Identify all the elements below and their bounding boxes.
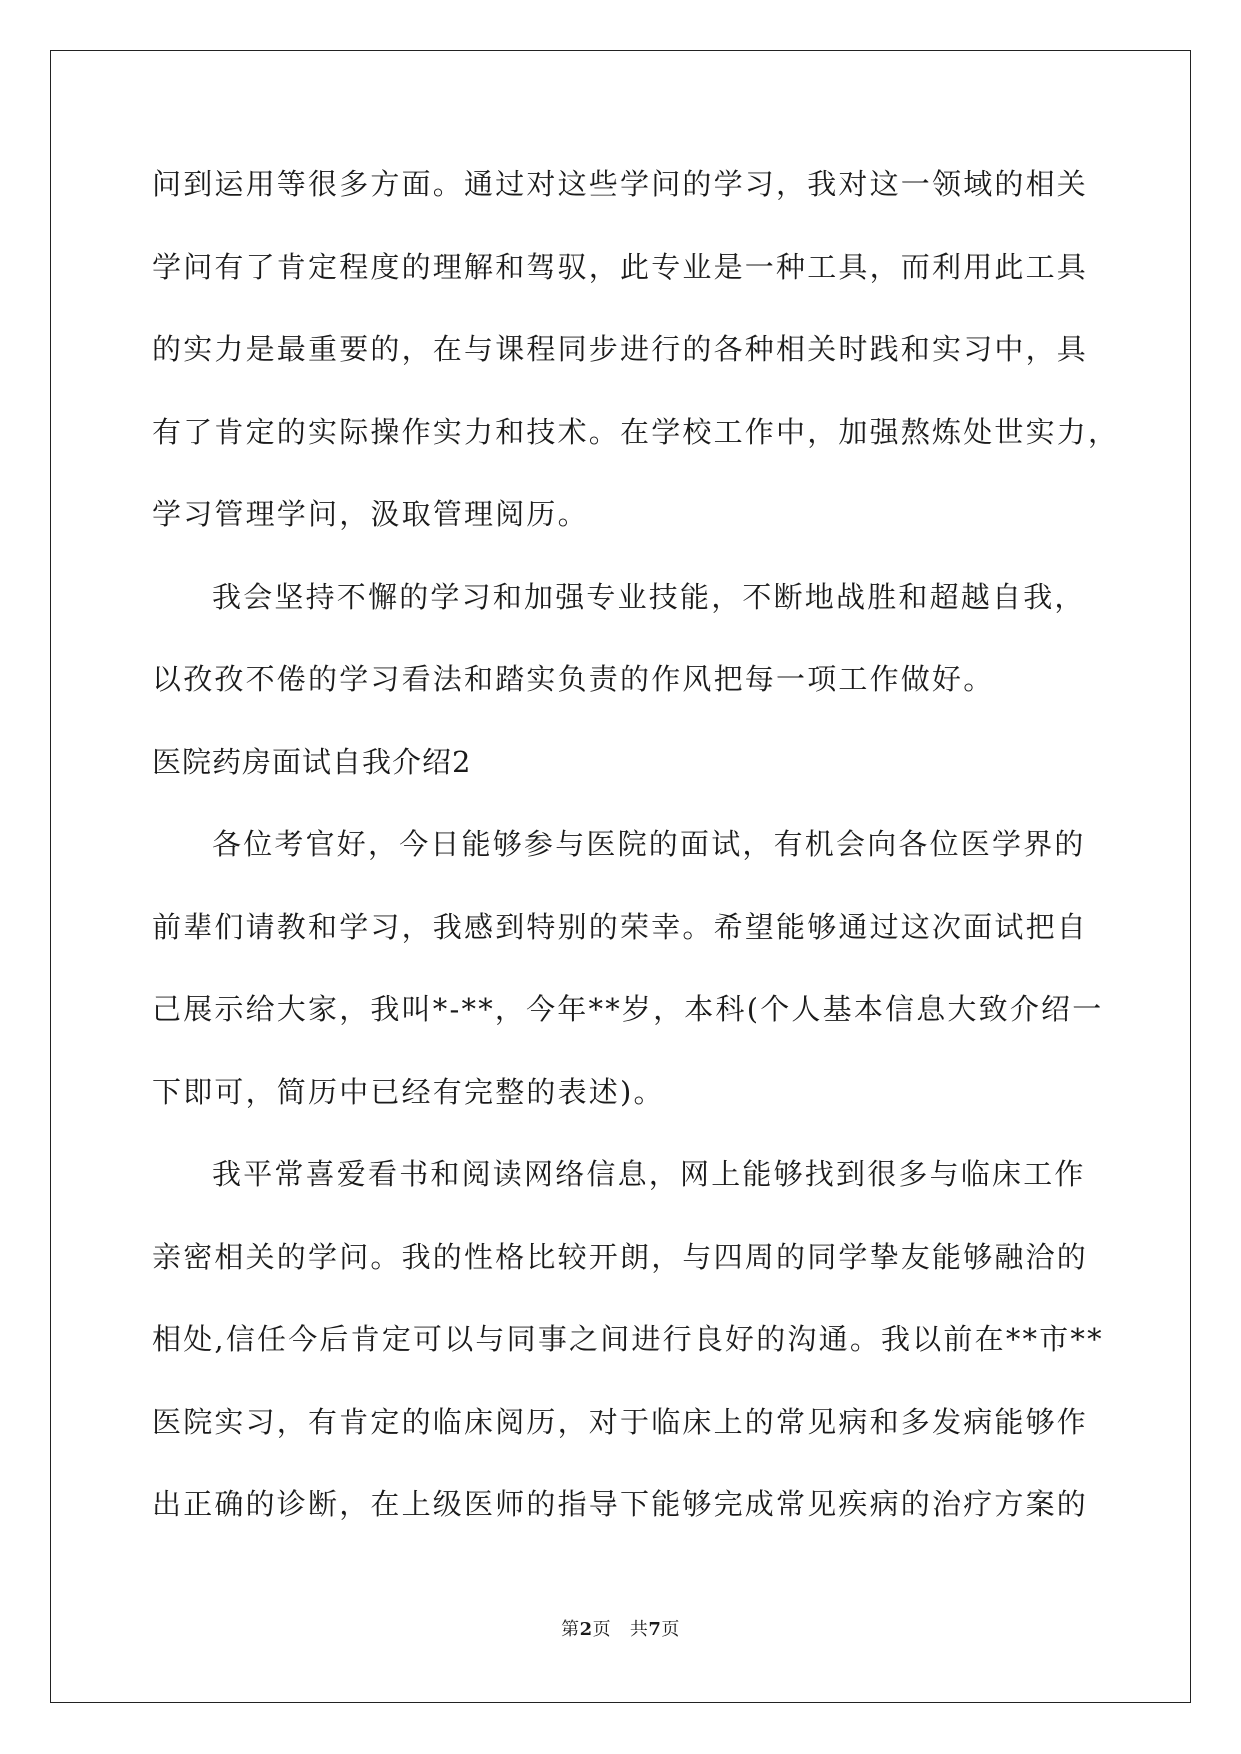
text-line: 的实力是最重要的，在与课程同步进行的各种相关时践和实习中，具 <box>152 332 1089 366</box>
paragraph-first-line: 我平常喜爱看书和阅读网络信息，网上能够找到很多与临床工作 <box>212 1157 1086 1191</box>
text-line: 问到运用等很多方面。通过对这些学问的学习，我对这一领域的相关 <box>152 167 1089 201</box>
text-line: 有了肯定的实际操作实力和技术。在学校工作中，加强熬炼处世实力， <box>152 414 1120 449</box>
paragraph-first-line: 我会坚持不懈的学习和加强专业技能，不断地战胜和超越自我， <box>212 579 1086 614</box>
paragraph-first-line: 各位考官好，今日能够参与医院的面试，有机会向各位医学界的 <box>212 827 1086 861</box>
text-line: 下即可，简历中已经有完整的表述)。 <box>152 1074 665 1109</box>
text-line: 医院实习，有肯定的临床阅历，对于临床上的常见病和多发病能够作 <box>152 1404 1089 1439</box>
text-line: 己展示给大家，我叫*-**，今年**岁，本科(个人基本信息大致介绍一 <box>152 992 1104 1026</box>
section-heading: 医院药房面试自我介绍2 <box>152 744 472 779</box>
page-footer <box>0 1615 1241 1641</box>
text-line: 学问有了肯定程度的理解和驾驭，此专业是一种工具，而利用此工具 <box>152 249 1089 284</box>
text-line: 前辈们请教和学习，我感到特别的荣幸。希望能够通过这次面试把自 <box>152 909 1089 944</box>
footer-total-label: 页 <box>661 1619 680 1640</box>
text-line: 学习管理学问，汲取管理阅历。 <box>152 497 589 531</box>
footer-total-prefix: 共 <box>629 1619 649 1640</box>
document-body <box>152 162 1120 1565</box>
footer-prefix: 第 <box>561 1619 580 1640</box>
text-line: 出正确的诊断，在上级医师的指导下能够完成常见疾病的治疗方案的 <box>152 1487 1089 1521</box>
footer-page-label: 页 <box>592 1619 612 1640</box>
text-line: 以孜孜不倦的学习看法和踏实负责的作风把每一项工作做好。 <box>152 662 995 696</box>
total-page-number: 7 <box>648 1619 662 1640</box>
text-line: 相处,信任今后肯定可以与同事之间进行良好的沟通。我以前在**市** <box>152 1322 1104 1356</box>
current-page-number: 2 <box>579 1619 593 1640</box>
text-line: 亲密相关的学问。我的性格比较开朗，与四周的同学挚友能够融洽的 <box>152 1239 1089 1274</box>
